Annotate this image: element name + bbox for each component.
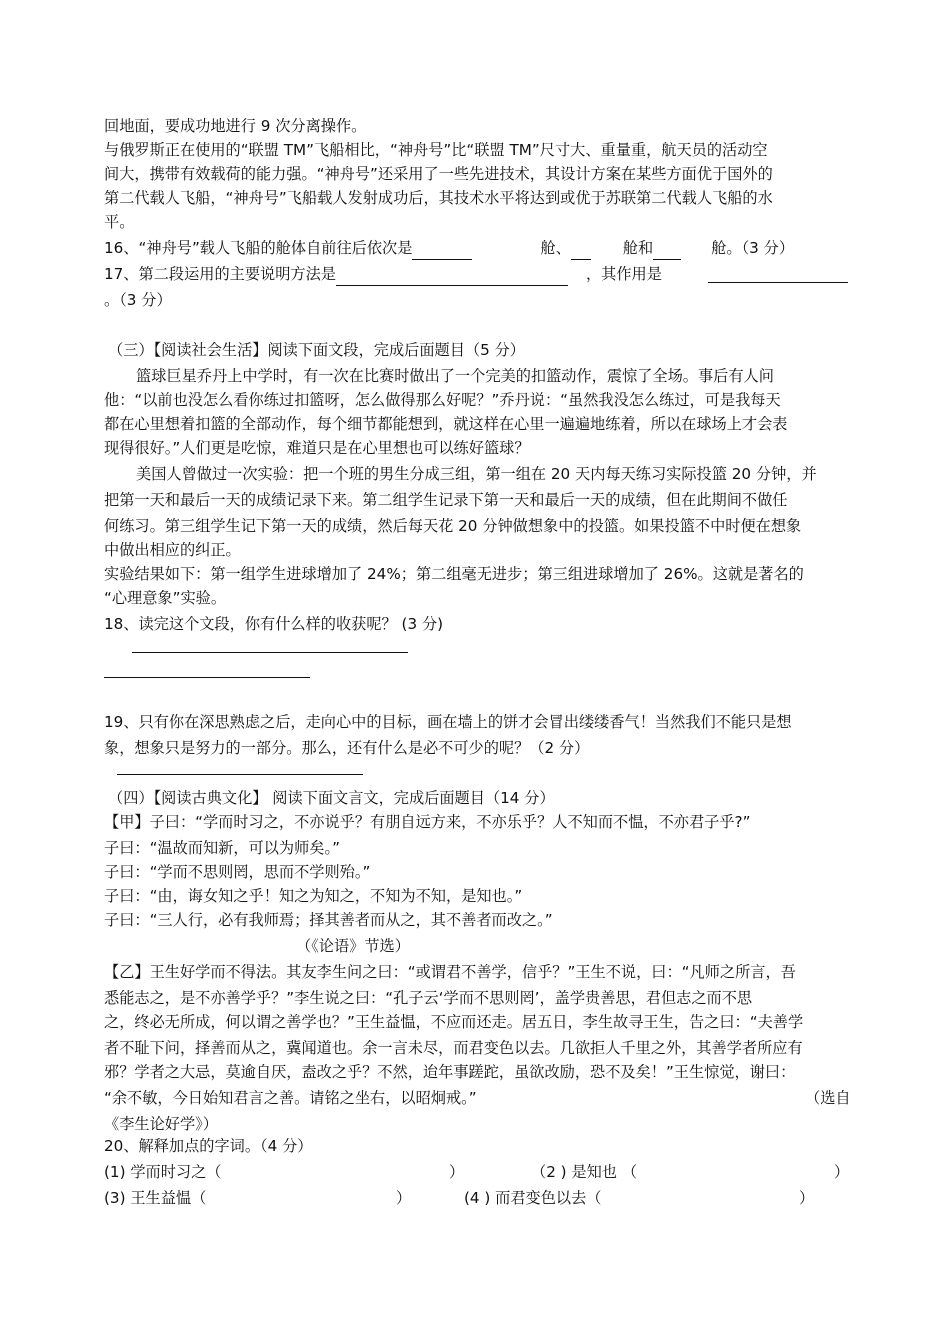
classical-text-line: 邪？学者之大忌，莫逾自厌，盍改之乎？不然，迨年事蹉跎，虽欲改励，恐不及矣！”王生惊觉，谢曰： [104, 1063, 796, 1081]
passage-line: 第二代载人飞船，“神舟号”飞船载人发射成功后，其技术水平将达到或优于苏联第二代载人飞船的水 [104, 189, 773, 207]
classical-text-line: 子曰：“三人行，必有我师焉；择其善者而从之，其不善者而改之。” [104, 911, 553, 929]
classical-text-line: 子曰：“学而不思则罔，思而不学则殆。” [104, 863, 371, 881]
vocab-item-close: ） [834, 1163, 850, 1181]
passage-line: 间大，携带有效载荷的能力强。“神舟号”还采用了一些先进技术，其设计方案在某些方面优于国外的 [104, 165, 773, 183]
passage-line: 与俄罗斯正在使用的“联盟 TM”飞船相比，“神舟号”比“联盟 TM”尺寸大、重量重，航天员的活动空 [104, 141, 768, 159]
paragraph-line: “心理意象”实验。 [104, 589, 227, 607]
classical-text-line: 【甲】子曰：“学而时习之，不亦说乎？有朋自远方来，不亦乐乎？人不知而不愠，不亦君子乎?” [104, 813, 751, 831]
question-19: 象，想象只是努力的一部分。那么，还有什么是必不可少的呢？（2 分） [104, 739, 590, 757]
vocab-item: (1) 学而时习之（ [104, 1163, 222, 1181]
paragraph-line: 现得很好。”人们更是吃惊，难道只是在心里想也可以练好篮球？ [104, 439, 530, 457]
vocab-item-close: ） [799, 1189, 815, 1207]
source-note: （选自 [805, 1089, 851, 1107]
paragraph-line: 他：“以前也没怎么看你练过扣篮呀，怎么做得那么好呢？”乔丹说：“虽然我没怎么练过，可是我每天 [104, 391, 781, 409]
classical-text-line: 子曰：“温故而知新，可以为师矣。” [104, 839, 340, 857]
answer-line[interactable] [117, 774, 363, 775]
answer-blank[interactable] [571, 243, 591, 260]
vocab-item: (4 ) 而君变色以去（ [464, 1189, 602, 1207]
q16-text-b: 舱、 [540, 239, 571, 257]
section-3-heading: （三）【阅读社会生活】阅读下面文段，完成后面题目（5 分） [108, 341, 525, 359]
paragraph-line: 篮球巨星乔丹上中学时，有一次在比赛时做出了一个完美的扣篮动作，震惊了全场。事后有人问 [136, 367, 774, 385]
answer-line[interactable] [132, 652, 408, 653]
paragraph-line: 把第一天和最后一天的成绩记录下来。第二组学生记录下第一天和最后一天的成绩，但在此期间不做任 [104, 491, 788, 509]
question-18: 18、读完这个文段，你有什么样的收获呢？ (3 分) [104, 615, 444, 633]
paragraph-line: 何练习。第三组学生记下第一天的成绩，然后每天花 20 分钟做想象中的投篮。如果投篮不中时便在想象 [104, 517, 802, 535]
question-16 [104, 236, 794, 260]
classical-text-line: 之，终必无所成，何以谓之善学也？”王生益愠，不应而还走。居五日，李生故寻王生，告之曰：“夫善学 [104, 1013, 804, 1031]
paragraph-line: 中做出相应的纠正。 [104, 541, 241, 559]
vocab-item-close: ） [449, 1163, 465, 1181]
section-4-heading: （四）【阅读古典文化】 阅读下面文言文，完成后面题目（14 分） [108, 789, 555, 807]
classical-text-line: 悉能志之，是不亦善学乎？”李生说之曰：“孔子云‘学而不思则罔’，盖学贵善思，君但志之而不思 [104, 989, 753, 1007]
q17-text-c: 。（3 分） [104, 291, 172, 309]
answer-blank[interactable] [708, 282, 848, 283]
source-note: 《李生论好学》） [104, 1115, 218, 1133]
answer-line[interactable] [104, 677, 310, 678]
question-20: 20、解释加点的字词。（4 分） [104, 1137, 313, 1155]
paragraph-line: 实验结果如下：第一组学生进球增加了 24%；第二组毫无进步；第三组进球增加了 26%。这就是著名的 [104, 565, 804, 583]
paragraph-line: 美国人曾做过一次实验：把一个班的男生分成三组，第一组在 20 天内每天练习实际投篮 20 分钟，并 [136, 465, 817, 483]
q16-text-c: 舱和 [622, 239, 654, 257]
classical-text-line: 子曰：“由，诲女知之乎！知之为知之，不知为不知，是知也。” [104, 887, 523, 905]
q16-text: 16、“神舟号”载人飞船的舱体自前往后依次是 [104, 239, 413, 257]
classical-text-line: “余不敏，今日始知君言之善。请铭之坐右，以昭炯戒。” [104, 1089, 477, 1107]
q17-text-b: ，其作用是 [585, 265, 662, 283]
answer-blank[interactable] [412, 243, 472, 260]
classical-text-line: 者不耻下问，择善而从之，冀闻道也。余一言未尽，而君变色以去。几欲拒人千里之外，其善学者所应有 [104, 1039, 803, 1057]
passage-line: 回地面，要成功地进行 9 次分离操作。 [104, 117, 367, 135]
paragraph-line: 都在心里想着扣篮的全部动作，每个细节都能想到，就这样在心里一遍遍地练着，所以在球场上才会表 [104, 415, 788, 433]
source-note: （《论语》节选） [296, 937, 410, 955]
question-19: 19、只有你在深思熟虑之后，走向心中的目标，画在墙上的饼才会冒出缕缕香气！当然我们不能只是想 [104, 713, 792, 731]
vocab-item-close: ） [396, 1189, 412, 1207]
passage-line: 平。 [104, 213, 135, 231]
q16-text-d: 舱。（3 分） [711, 239, 795, 257]
vocab-item: （2 ) 是知也 （ [531, 1163, 638, 1181]
answer-blank[interactable] [336, 269, 568, 286]
q17-text: 17、第二段运用的主要说明方法是 [104, 265, 336, 283]
classical-text-line: 【乙】王生好学而不得法。其友李生问之曰：“或谓君不善学，信乎？”王生不说，曰：“凡师之所言，吾 [104, 963, 796, 981]
question-17 [104, 262, 662, 286]
answer-blank[interactable] [653, 243, 681, 260]
vocab-item: (3) 王生益愠（ [104, 1189, 207, 1207]
